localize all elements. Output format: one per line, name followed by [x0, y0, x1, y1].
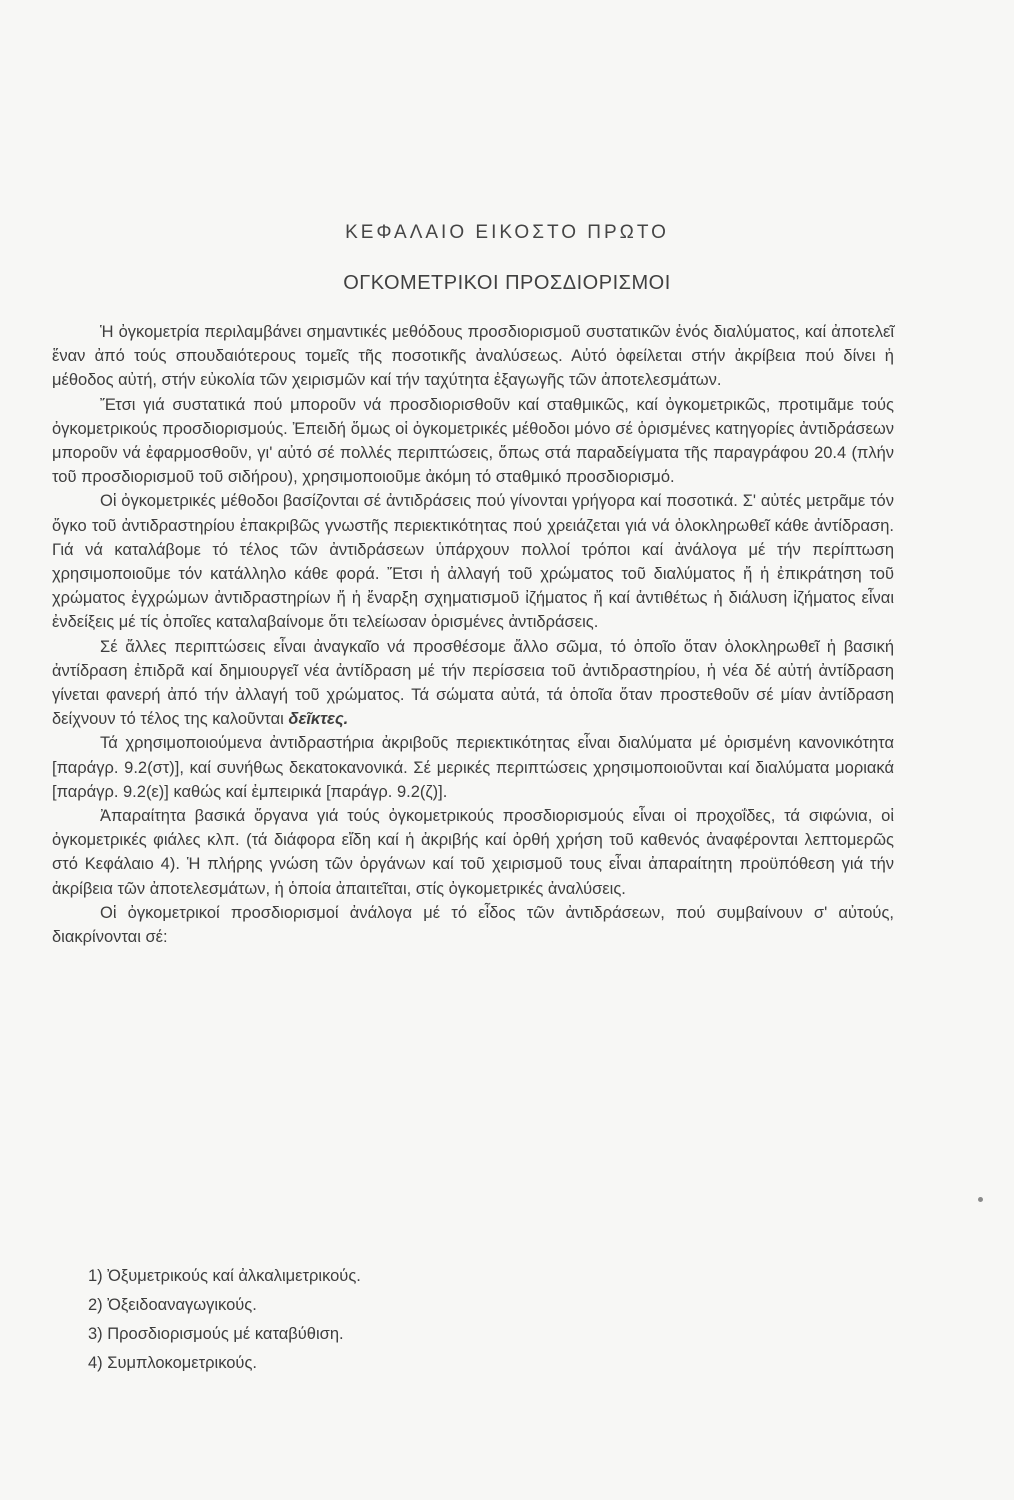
list-item: 3) Προσδιορισμούς μέ καταβύθιση. [88, 1325, 344, 1343]
paragraph-4 [52, 635, 894, 732]
chapter-label: ΚΕΦΑΛΑΙΟ ΕΙΚΟΣΤΟ ΠΡΩΤΟ [345, 222, 669, 243]
list-item: 1) Ὀξυμετρικούς καί ἀλκαλιμετρικούς. [88, 1267, 361, 1285]
list-item: 4) Συμπλοκομετρικούς. [88, 1354, 257, 1372]
indicators-term: δεῖκτες. [288, 710, 349, 729]
paragraph-7: Οἱ ὀγκομετρικοί προσδιορισμοί ἀνάλογα μέ τό εἶδος τῶν ἀντιδράσεων, πού συμβαίνουν σ' αὐτούς, διακρίνονται σέ: [52, 903, 894, 947]
chapter-title: ΟΓΚΟΜΕΤΡΙΚΟΙ ΠΡΟΣΔΙΟΡΙΣΜΟΙ [343, 272, 671, 294]
paragraph-1: Ἡ ὀγκομετρία περιλαμβάνει σημαντικές μεθόδους προσδιορισμοῦ συστατικῶν ἑνός διαλύματος, καί ἀποτελεῖ ἕναν ἀπό τούς σπουδαιότερους τομεῖς τῆς ποσοτικῆς ἀναλύσεως. Αὐτό ὀφείλεται στήν ἀκρίβεια πού δίνει ἡ μέθοδος αὐτή, στήν εὐκολία τῶν χειρισμῶν καί τήν ταχύτητα ἐξαγωγῆς τῶν ἀποτελεσμάτων. [52, 323, 894, 390]
list-item: 2) Ὀξειδοαναγωγικούς. [88, 1296, 257, 1314]
scan-speck [978, 1197, 983, 1202]
paragraph-4-text: Σέ ἄλλες περιπτώσεις εἶναι ἀναγκαῖο νά προσθέσομε ἄλλο σῶμα, τό ὁποῖο ὅταν ὁλοκληρωθεῖ ἡ βασική ἀντίδραση ἐπιδρᾶ καί δημιουργεῖ νέα ἀντίδραση μέ τήν περίσσεια τοῦ ἀντιδραστηρίου, ἡ νέα δέ αὐτή ἀντίδραση γίνεται φανερή ἀπό τήν ἀλλαγή τοῦ χρώματος. Τά σώματα αὐτά, τά ὁποῖα ὅταν προστεθοῦν σέ μίαν ἀντίδραση δείχνουν τό τέλος της καλοῦνται [52, 637, 894, 729]
body-text [52, 320, 894, 949]
paragraph-2: Ἔτσι γιά συστατικά πού μποροῦν νά προσδιορισθοῦν καί σταθμικῶς, καί ὀγκομετρικῶς, προτιμᾶμε τούς ὀγκομετρικούς προσδιορισμούς. Ἐπειδή ὅμως οἱ ὀγκομετρικές μέθοδοι μόνο σέ ὁρισμένες κατηγορίες ἀντιδράσεων μποροῦν νά ἐφαρμοσθοῦν, γι' αὐτό σέ πολλές περιπτώσεις, ὅπως στά παραδείγματα τῆς παραγράφου 20.4 (πλήν τοῦ προσδιορισμοῦ τοῦ σιδήρου), χρησιμοποιοῦμε ἀκόμη τό σταθμικό προσδιορισμό. [52, 395, 894, 487]
paragraph-5: Τά χρησιμοποιούμενα ἀντιδραστήρια ἀκριβοῦς περιεκτικότητας εἶναι διαλύματα μέ ὁρισμένη κανονικότητα [παράγρ. 9.2(στ)], καί συνήθως δεκατοκανονικά. Σέ μερικές περιπτώσεις χρησιμοποιοῦνται καί διαλύματα μοριακά [παράγρ. 9.2(ε)] καθώς καί ἐμπειρικά [παράγρ. 9.2(ζ)]. [52, 734, 894, 801]
paragraph-3: Οἱ ὀγκομετρικές μέθοδοι βασίζονται σέ ἀντιδράσεις πού γίνονται γρήγορα καί ποσοτικά. Σ' αὐτές μετρᾶμε τόν ὄγκο τοῦ ἀντιδραστηρίου ἐπακριβῶς γνωστῆς περιεκτικότητας πού χρειάζεται γιά νά ὁλοκληρωθεῖ κάθε ἀντίδραση. Γιά νά καταλάβομε τό τέλος τῶν ἀντιδράσεων ὑπάρχουν πολλοί τρόποι καί ἀνάλογα μέ τήν περίπτωση χρησιμοποιοῦμε τόν κατάλληλο κάθε φορά. Ἔτσι ἡ ἀλλαγή τοῦ χρώματος τοῦ διαλύματος ἤ ἡ ἐπικράτηση τοῦ χρώματος ἐγχρώμων ἀντιδραστηρίων ἤ ἡ ἔναρξη σχηματισμοῦ ἰζήματος ἤ καί ἀντιθέτως ἡ διάλυση ἰζήματος εἶναι ἐνδείξεις μέ τίς ὁποῖες καταλαβαίνομε ὅτι τελείωσαν ὁρισμένες ἀντιδράσεις. [52, 492, 894, 632]
classification-list [88, 1262, 788, 1378]
paragraph-6: Ἀπαραίτητα βασικά ὄργανα γιά τούς ὀγκομετρικούς προσδιορισμούς εἶναι οἱ προχοΐδες, τά σιφώνια, οἱ ὀγκομετρικές φιάλες κλπ. (τά διάφορα εἴδη καί ἡ ἀκριβής καί ὀρθή χρήση τοῦ καθενός ἀναφέρονται λεπτομερῶς στό Κεφάλαιο 4). Ἡ πλήρης γνώση τῶν ὀργάνων καί τοῦ χειρισμοῦ τους εἶναι ἀπαραίτητη προϋπόθεση γιά τήν ἀκρίβεια τῶν ἀποτελεσμάτων, ἡ ὁποία ἀπαιτεῖται, στίς ὀγκομετρικές ἀναλύσεις. [52, 807, 894, 898]
